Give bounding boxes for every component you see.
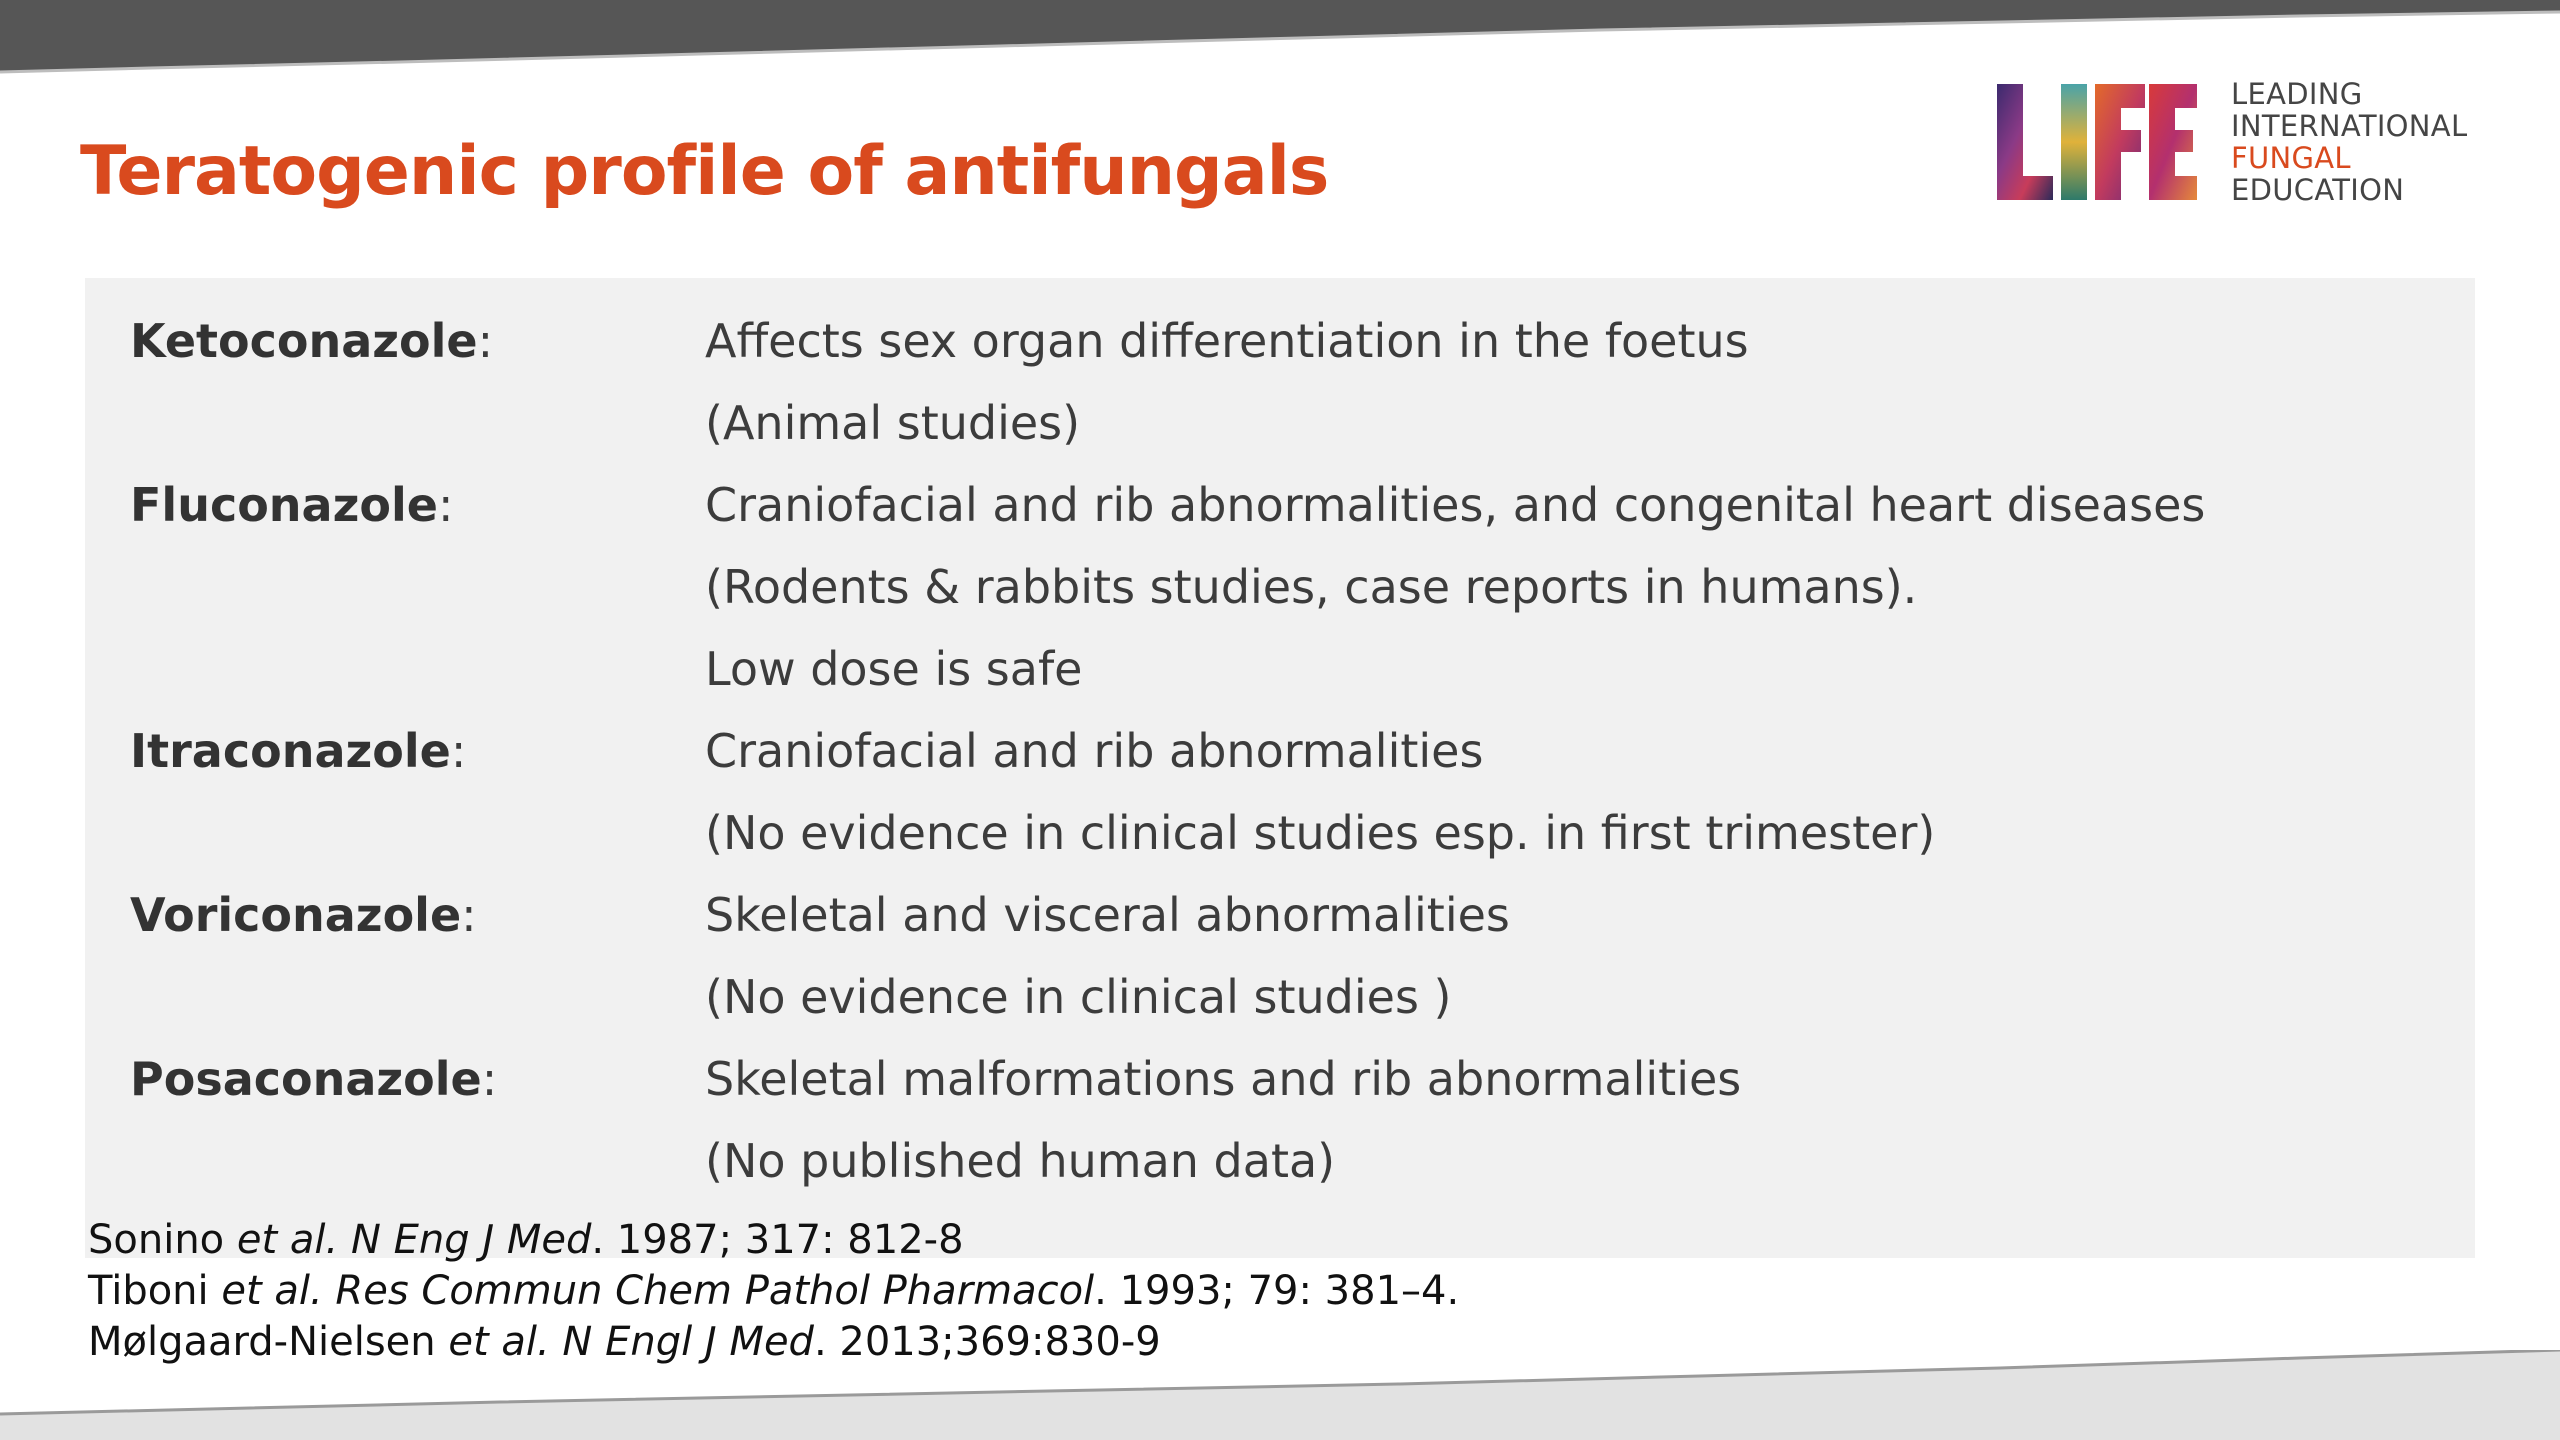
- drug-row-fluconazole: [130, 464, 2430, 710]
- drug-effects: [705, 464, 2430, 710]
- life-logo: [1995, 78, 2535, 208]
- logo-line-education: EDUCATION: [2231, 173, 2405, 207]
- drug-effect-line: Craniofacial and rib abnormalities, and congenital heart diseases: [705, 478, 2206, 532]
- drug-effects: [705, 710, 2430, 874]
- drug-name: Posaconazole:: [130, 1052, 498, 1106]
- logo-line-international: INTERNATIONAL: [2231, 109, 2468, 143]
- drug-effects: [705, 1038, 2430, 1202]
- reference-item: Mølgaard-Nielsen et al. N Engl J Med. 2013;369:830-9: [88, 1319, 1161, 1365]
- drug-row-posaconazole: [130, 1038, 2430, 1202]
- drug-evidence-line: (No evidence in clinical studies esp. in first trimester): [705, 806, 1936, 860]
- drug-effect-line: Skeletal malformations and rib abnormalities: [705, 1052, 1742, 1106]
- reference-item: Sonino et al. N Eng J Med. 1987; 317: 812-8: [88, 1217, 964, 1263]
- drug-effects: [705, 874, 2430, 1038]
- drug-name: Voriconazole:: [130, 888, 477, 942]
- logo-line-fungal: FUNGAL: [2231, 141, 2351, 175]
- drug-name: Ketoconazole:: [130, 314, 494, 368]
- drug-effects: [705, 300, 2430, 464]
- references: [88, 1215, 1459, 1368]
- drug-evidence-line: (Rodents & rabbits studies, case reports in humans).: [705, 560, 1918, 614]
- drug-evidence-line: (No evidence in clinical studies ): [705, 970, 1452, 1024]
- logo-line-leading: LEADING: [2231, 77, 2363, 111]
- drug-name: Itraconazole:: [130, 724, 467, 778]
- drug-name: Fluconazole:: [130, 478, 454, 532]
- drug-row-voriconazole: [130, 874, 2430, 1038]
- top-banner: [0, 0, 2560, 80]
- drug-row-ketoconazole: [130, 300, 2430, 464]
- slide-title: Teratogenic profile of antifungals: [80, 132, 1329, 211]
- drug-evidence-line: (Animal studies): [705, 396, 1081, 450]
- drug-effect-line: Craniofacial and rib abnormalities: [705, 724, 1484, 778]
- drug-effect-line: Skeletal and visceral abnormalities: [705, 888, 1510, 942]
- drug-note-line: Low dose is safe: [705, 642, 1083, 696]
- drug-row-itraconazole: [130, 710, 2430, 874]
- life-logo-wordmark: [2231, 78, 2467, 206]
- reference-item: Tiboni et al. Res Commun Chem Pathol Pharmacol. 1993; 79: 381–4.: [88, 1268, 1460, 1314]
- drug-table: [130, 300, 2430, 1202]
- life-logo-mark: [1995, 82, 2199, 202]
- drug-evidence-line: (No published human data): [705, 1134, 1336, 1188]
- drug-effect-line: Affects sex organ differentiation in the foetus: [705, 314, 1749, 368]
